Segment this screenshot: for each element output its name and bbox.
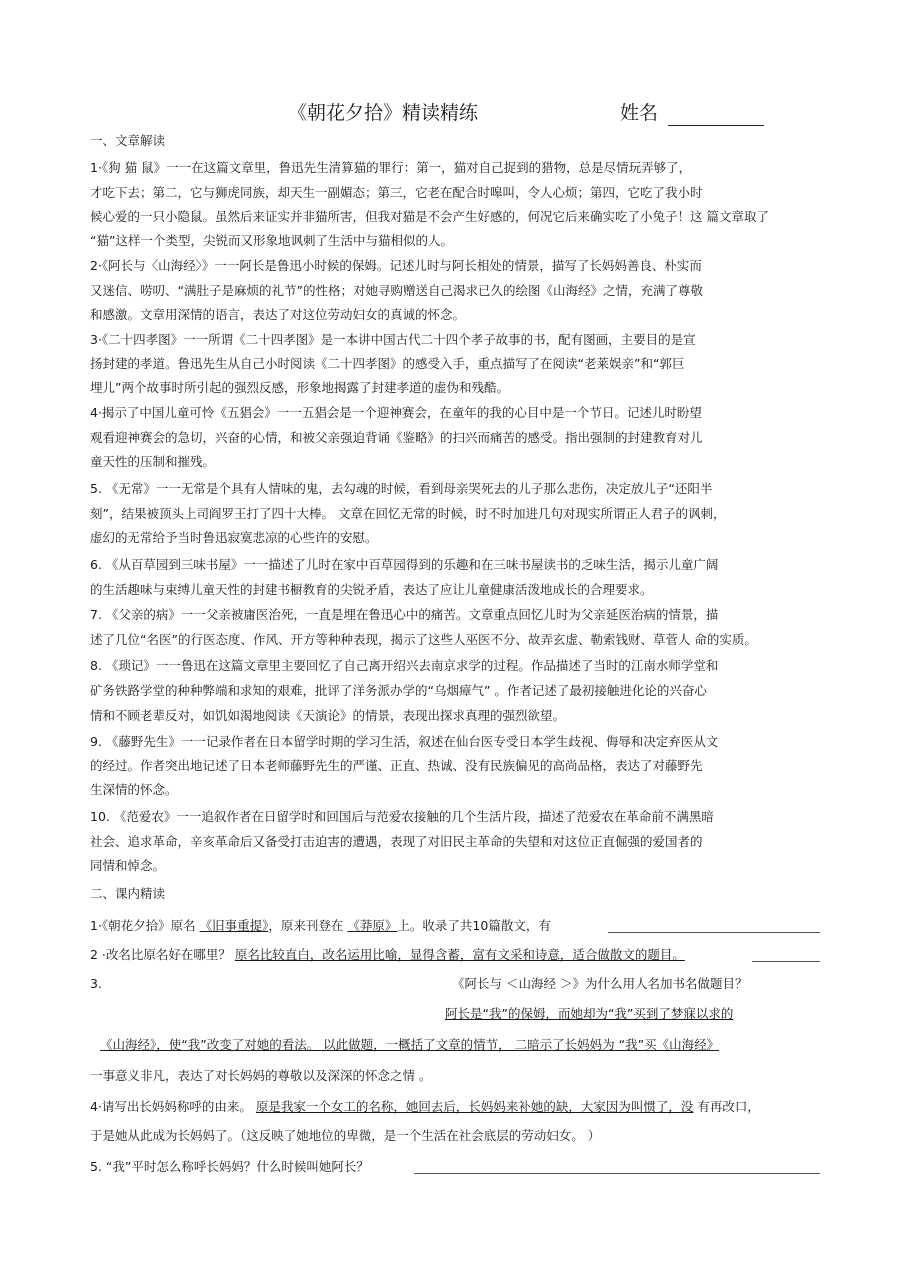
q1-text: ，原来刊登在 [268, 918, 348, 933]
body-line: 生深情的怀念。 [90, 782, 178, 797]
q1-text: 1·《朝花夕拾》原名 [90, 918, 200, 933]
body-line: 3·《二十四孝图》一一所谓《二十四孝图》是一本讲中国古代二十四个孝子故事的书，配有图画，主要目的是宣 [90, 332, 696, 347]
question-2 [90, 947, 685, 963]
q3-number: 3. [90, 976, 102, 991]
q3-question: 《阿长与 ＜山海经 ＞》为什么用人名加书名做题目？ [452, 976, 748, 991]
q5-answer-blank[interactable] [414, 1173, 820, 1174]
body-line: 的生活趣味与束缚儿童天性的封建书橱教育的尖锐矛盾，表达了应让儿童健康活泼地成长的合理要求。 [90, 582, 653, 597]
body-line: 情和不顾老辈反对，如饥如渴地阅读《天演论》的情景，表现出探求真理的强烈欲望。 [90, 708, 566, 723]
body-line: 童天性的压制和摧残。 [90, 454, 216, 469]
body-line: 候心爱的一只小隐鼠。虽然后来证实并非猫所害，但我对猫是不会产生好感的，何况它后来确实吃了小兔子！这 篇文章取了 [90, 209, 769, 224]
body-line: 扬封建的孝道。鲁迅先生从自己小时阅读《二十四孝图》的感受入手，重点描写了在阅读“老莱娱亲”和“郭巨 [90, 356, 685, 371]
body-line: “猫”这样一个类型，尖锐而又形象地讽刺了生活中与猫相似的人。 [90, 233, 453, 248]
body-line: 10. 《范爱农》一一追叙作者在日留学时和回国后与范爱农接触的几个生活片段，描述了范爱农在革命前不满黑暗 [90, 809, 714, 824]
name-blank[interactable] [668, 105, 764, 126]
body-line: 埋儿”两个故事时所引起的强烈反感，形象地揭露了封建孝道的虚伪和残酷。 [90, 380, 509, 395]
q3-answer-line: 阿长是“我”的保姆，而她却为“我”买到了梦寐以求的 [445, 1006, 734, 1021]
q4-answer: 原是我家一个女工的名称，她回去后，长妈妈来补她的缺，大家因为叫惯了，没 [255, 1099, 694, 1114]
body-line: 9. 《藤野先生》一一记录作者在日本留学时期的学习生活，叙述在仙台医专受日本学生歧视、侮辱和决定弃医从文 [90, 734, 719, 749]
body-line: 7. 《父亲的病》一一父亲被庸医治死，一直是埋在鲁迅心中的痛苦。文章重点回忆儿时为父亲延医治病的情景，描 [90, 607, 719, 622]
q2-answer-blank[interactable] [752, 961, 820, 962]
body-line: 观看迎神赛会的急切，兴奋的心情，和被父亲强迫背诵《鉴略》的扫兴而痛苦的感受。指出强制的封建教育对儿 [90, 430, 703, 445]
body-line: 矿务铁路学堂的种种弊端和求知的艰难，批评了洋务派办学的“乌烟瘴气” 。作者记述了最初接触进化论的兴奋心 [90, 683, 707, 698]
body-line: 刻”，结果被顶头上司阎罗王打了四十大棒。 文章在回忆无常的时候，时不时加进几句对现实所谓正人君子的讽刺， [90, 506, 726, 521]
body-line: 和感激。文章用深情的语言，表达了对这位劳动妇女的真诚的怀念。 [90, 307, 466, 322]
body-line: 社会、追求革命，辛亥革命后又备受打击迫害的遭遇，表现了对旧民主革命的失望和对这位正直倔强的爱国者的 [90, 834, 703, 849]
body-line: 又迷信、唠叨、“满肚子是麻烦的礼节”的性格；对她寻购赠送自己渴求已久的绘图《山海经》之情，充满了尊敬 [90, 283, 703, 298]
body-line: 虚幻的无常给予当时鲁迅寂寞悲凉的心些许的安慰。 [90, 530, 378, 545]
body-line: 6. 《从百草园到三味书屋》一一描述了儿时在家中百草园得到的乐趣和在三味书屋读书的乏味生活，揭示儿童广阔 [90, 557, 719, 572]
name-label: 姓名 [620, 102, 659, 124]
q2-text: 2 ·改名比原名好在哪里？ [90, 947, 235, 962]
q4-answer-line: 于是她从此成为长妈妈了。（这反映了她地位的卑微，是一个生活在社会底层的劳动妇女。 ） [90, 1128, 601, 1143]
q4-text: 有再改口， [693, 1099, 760, 1114]
body-line: 4·揭示了中国儿童可怜《五猖会》一一五猖会是一个迎神赛会，在童年的我的心目中是一个节日。记述儿时盼望 [90, 405, 702, 420]
body-line: 才吃下去；第二，它与狮虎同族，却天生一副媚态；第三，它老在配合时嗥叫，令人心烦；第四，它吃了我小时 [90, 185, 703, 200]
q1-answer-blank[interactable] [608, 932, 820, 933]
question-5: 5. “我”平时怎么称呼长妈妈？什么时候叫她阿长？ [90, 1159, 369, 1174]
body-line: 的经过。作者突出地记述了日本老师藤野先生的严谨、正直、热诚、没有民族偏见的高尚品格，表达了对藤野先 [90, 758, 703, 773]
body-line: 述了几位“名医”的行医态度、作风、开方等种种表现，揭示了这些人巫医不分、故弄玄虚、勒索钱财、草菅人 命的实质。 [90, 632, 757, 647]
section2-heading: 二、课内精读 [90, 886, 166, 901]
q4-text: 4·请写出长妈妈称呼的由来。 [90, 1099, 256, 1114]
body-line: 1·《狗 猫 鼠》一一在这篇文章里，鲁迅先生清算猫的罪行：第一，猫对自己捉到的猎物，总是尽情玩弄够了， [90, 160, 692, 175]
body-line: 5. 《无常》一一无常是个具有人情味的鬼，去勾魂的时候，看到母亲哭死去的儿子那么悲伤，决定放儿子“还阳半 [90, 481, 713, 496]
q3-answer-line: 《山海经》，使“我”改变了对她的看法。 以此做题，一概括了文章的情节， 二暗示了长妈妈为 “我”买《山海经》 [100, 1037, 720, 1052]
body-line: 8. 《琐记》一一鲁迅在这篇文章里主要回忆了自己离开绍兴去南京求学的过程。作品描述了当时的江南水师学堂和 [90, 658, 719, 673]
section1-heading: 一、文章解读 [90, 133, 166, 148]
q1-answer-original-name: 《旧事重提》 [199, 918, 269, 933]
body-line: 2·《阿长与〈山海经〉》一一阿长是鲁迅小时候的保姆。记述儿时与阿长相处的情景，描写了长妈妈善良、朴实而 [90, 258, 702, 273]
q1-text: 上。收录了共10篇散文，有 [397, 918, 551, 933]
q1-answer-publication: 《莽原》 [347, 918, 398, 933]
page-title: 《朝花夕拾》精读精练 [288, 102, 479, 124]
question-4 [90, 1099, 760, 1115]
question-1 [90, 918, 551, 934]
body-line: 同情和悼念。 [90, 858, 166, 873]
q3-answer-line: 一事意义非凡，表达了对长妈妈的尊敬以及深深的怀念之情 。 [90, 1068, 432, 1083]
name-field [620, 100, 764, 126]
q2-answer: 原名比较直白，改名运用比喻，显得含蓄，富有文采和诗意，适合做散文的题目。 [234, 947, 685, 962]
